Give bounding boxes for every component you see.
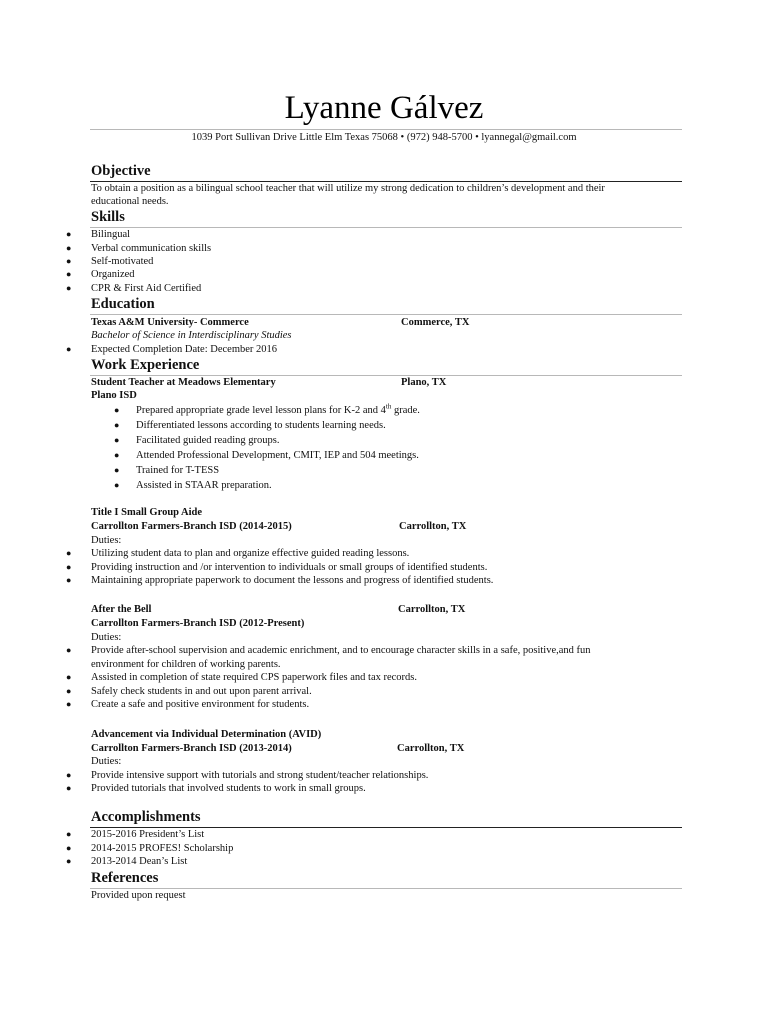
job-duty-item-continued: environment for children of working parents. <box>91 659 281 670</box>
header-divider <box>90 129 682 130</box>
bullet-icon: ● <box>114 450 120 460</box>
school-name: Texas A&M University- Commerce <box>91 317 249 328</box>
bullet-icon: ● <box>66 229 72 239</box>
job-duty-item: Safely check students in and out upon parent arrival. <box>91 686 312 697</box>
job-title: Title I Small Group Aide <box>91 507 203 518</box>
job-duty-item: Prepared appropriate grade level lesson plans for K-2 and 4th grade. <box>136 402 420 416</box>
skill-item: Self-motivated <box>91 256 154 267</box>
accomplishment-item: 2014-2015 PROFES! Scholarship <box>91 843 234 854</box>
duties-label: Duties: <box>91 535 122 546</box>
job-duty-item: Maintaining appropriate paperwork to document the lessons and progress of identified students. <box>91 575 494 586</box>
references-heading: References <box>91 870 159 886</box>
objective-heading: Objective <box>91 163 151 179</box>
job-organization: Carrollton Farmers-Branch ISD (2013-2014) <box>91 743 292 754</box>
bullet-icon: ● <box>66 256 72 266</box>
job-title: After the Bell <box>91 604 152 615</box>
job-title: Advancement via Individual Determination (AVID) <box>91 729 322 740</box>
bullet-icon: ● <box>66 283 72 293</box>
bullet-icon: ● <box>66 843 72 853</box>
skill-item: Bilingual <box>91 229 131 240</box>
bullet-icon: ● <box>114 420 120 430</box>
job-duty-item: Attended Professional Development, CMIT, IEP and 504 meetings. <box>136 450 419 461</box>
job-title: Student Teacher at Meadows Elementary <box>91 377 276 388</box>
job-location: Plano, TX <box>401 377 447 388</box>
skills-heading: Skills <box>91 209 125 225</box>
job-duty-item: Provide intensive support with tutorials and strong student/teacher relationships. <box>91 770 429 781</box>
skill-item: Verbal communication skills <box>91 243 212 254</box>
bullet-icon: ● <box>66 575 72 585</box>
bullet-icon: ● <box>66 699 72 709</box>
job-location: Carrollton, TX <box>399 521 467 532</box>
bullet-icon: ● <box>66 672 72 682</box>
education-divider <box>90 314 682 315</box>
job-location: Carrollton, TX <box>398 604 466 615</box>
job-duty-item: Provide after-school supervision and academic enrichment, and to encourage character skills in a safe, positive,and fun <box>91 645 591 656</box>
bullet-icon: ● <box>66 243 72 253</box>
job-duty-item: Create a safe and positive environment for students. <box>91 699 310 710</box>
work-experience-heading: Work Experience <box>91 357 200 373</box>
completion-date: Expected Completion Date: December 2016 <box>91 344 278 355</box>
job-duty-item: Provided tutorials that involved students to work in small groups. <box>91 783 366 794</box>
job-organization: Carrollton Farmers-Branch ISD (2014-2015) <box>91 521 292 532</box>
bullet-icon: ● <box>114 480 120 490</box>
job-duty-item: Providing instruction and /or intervention to individuals or small groups of identified students. <box>91 562 488 573</box>
job-organization: Carrollton Farmers-Branch ISD (2012-Present) <box>91 618 305 629</box>
accomplishment-item: 2013-2014 Dean’s List <box>91 856 188 867</box>
bullet-icon: ● <box>66 344 72 354</box>
job-duty-item: Facilitated guided reading groups. <box>136 435 280 446</box>
accomplishments-heading: Accomplishments <box>91 809 201 825</box>
bullet-icon: ● <box>66 548 72 558</box>
contact-line: 1039 Port Sullivan Drive Little Elm Texas 75068 • (972) 948-5700 • lyannegal@gmail.com <box>191 132 577 143</box>
bullet-icon: ● <box>66 829 72 839</box>
accomplishment-item: 2015-2016 President’s List <box>91 829 205 840</box>
objective-text-line-1: To obtain a position as a bilingual school teacher that will utilize my strong dedication to children’s development and their <box>91 183 605 194</box>
job-organization: Plano ISD <box>91 390 137 401</box>
bullet-icon: ● <box>66 783 72 793</box>
bullet-icon: ● <box>66 269 72 279</box>
job-duty-item: Differentiated lessons according to students learning needs. <box>136 420 386 431</box>
bullet-icon: ● <box>66 686 72 696</box>
school-location: Commerce, TX <box>401 317 470 328</box>
job-duty-item: Assisted in STAAR preparation. <box>136 480 272 491</box>
bullet-icon: ● <box>114 435 120 445</box>
skill-item: Organized <box>91 269 135 280</box>
skills-divider <box>90 227 682 228</box>
bullet-icon: ● <box>114 465 120 475</box>
objective-text-line-2: educational needs. <box>91 196 169 207</box>
skill-item: CPR & First Aid Certified <box>91 283 202 294</box>
candidate-name: Lyanne Gálvez <box>284 90 484 126</box>
job-duty-item: Assisted in completion of state required CPS paperwork files and tax records. <box>91 672 418 683</box>
job-duty-item: Utilizing student data to plan and organize effective guided reading lessons. <box>91 548 410 559</box>
degree-name: Bachelor of Science in Interdisciplinary Studies <box>91 330 292 341</box>
bullet-icon: ● <box>66 562 72 572</box>
duties-label: Duties: <box>91 632 122 643</box>
bullet-icon: ● <box>66 770 72 780</box>
job-duty-item: Trained for T-TESS <box>136 465 220 476</box>
education-heading: Education <box>91 296 155 312</box>
references-text: Provided upon request <box>91 890 186 901</box>
job-location: Carrollton, TX <box>397 743 465 754</box>
bullet-icon: ● <box>66 645 72 655</box>
duties-label: Duties: <box>91 756 122 767</box>
bullet-icon: ● <box>114 405 120 415</box>
bullet-icon: ● <box>66 856 72 866</box>
